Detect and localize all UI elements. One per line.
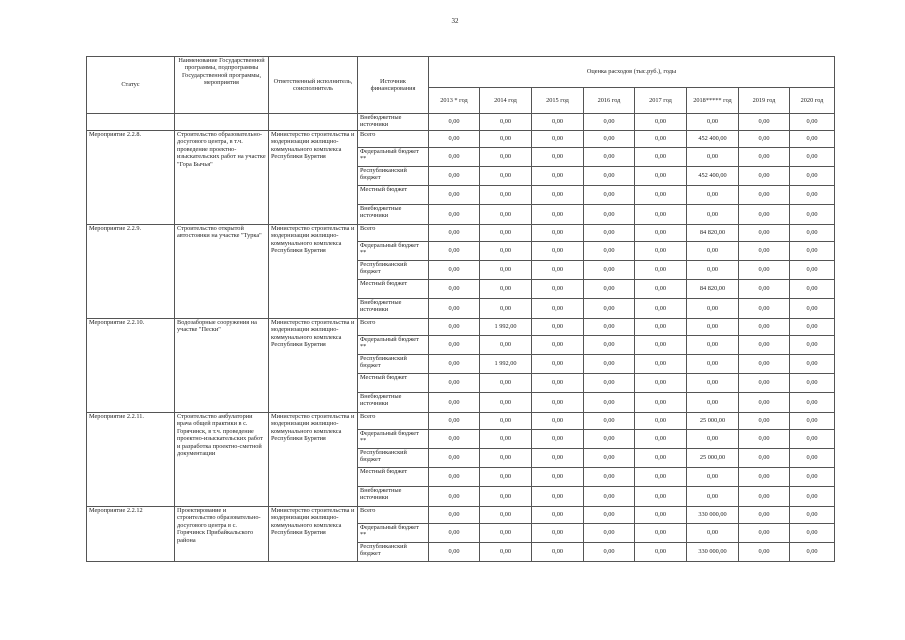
value-cell: 0,00 <box>635 487 687 507</box>
value-cell: 0,00 <box>739 487 790 507</box>
status-cell: Мероприятие 2.2.8. <box>87 131 175 225</box>
value-cell: 0,00 <box>635 468 687 487</box>
value-cell: 0,00 <box>687 114 739 131</box>
value-cell: 0,00 <box>790 413 835 430</box>
status-cell: Мероприятие 2.2.9. <box>87 225 175 319</box>
value-cell: 0,00 <box>480 148 532 167</box>
executor-cell: Министерство строительства и модернизации жилищно-коммунального комплекса Республики Бурятия <box>269 225 358 319</box>
table-row <box>87 131 835 148</box>
source-cell: Республиканский бюджет <box>358 167 429 186</box>
header-status: Статус <box>87 57 175 114</box>
value-cell: 0,00 <box>790 449 835 468</box>
value-cell: 0,00 <box>532 186 584 205</box>
value-cell: 0,00 <box>790 299 835 319</box>
value-cell: 0,00 <box>739 336 790 355</box>
value-cell: 0,00 <box>480 487 532 507</box>
value-cell: 0,00 <box>635 413 687 430</box>
executor-cell: Министерство строительства и модернизации жилищно-коммунального комплекса Республики Бурятия <box>269 131 358 225</box>
value-cell: 0,00 <box>480 468 532 487</box>
source-cell: Всего <box>358 507 429 524</box>
table-row <box>87 114 835 131</box>
value-cell: 0,00 <box>790 543 835 562</box>
value-cell: 0,00 <box>532 430 584 449</box>
value-cell: 0,00 <box>790 131 835 148</box>
page-number: 32 <box>451 17 459 25</box>
value-cell: 0,00 <box>687 524 739 543</box>
value-cell: 0,00 <box>739 186 790 205</box>
value-cell: 0,00 <box>687 336 739 355</box>
source-cell: Местный бюджет <box>358 468 429 487</box>
value-cell: 0,00 <box>584 336 635 355</box>
value-cell: 0,00 <box>532 336 584 355</box>
value-cell: 0,00 <box>790 487 835 507</box>
value-cell: 1 992,00 <box>480 355 532 374</box>
value-cell: 0,00 <box>635 507 687 524</box>
table-row <box>87 413 835 430</box>
status-cell: Мероприятие 2.2.11. <box>87 413 175 507</box>
header-year: 2018***** год <box>687 87 739 113</box>
value-cell: 0,00 <box>790 186 835 205</box>
value-cell: 0,00 <box>532 543 584 562</box>
executor-cell: Министерство строительства и модернизации жилищно-коммунального комплекса Республики Бурятия <box>269 319 358 413</box>
header-year: 2020 год <box>790 87 835 113</box>
source-cell: Местный бюджет <box>358 280 429 299</box>
value-cell: 0,00 <box>480 186 532 205</box>
value-cell: 0,00 <box>584 355 635 374</box>
value-cell: 0,00 <box>429 148 480 167</box>
value-cell: 0,00 <box>480 336 532 355</box>
value-cell: 0,00 <box>429 543 480 562</box>
value-cell: 0,00 <box>790 167 835 186</box>
value-cell: 0,00 <box>429 468 480 487</box>
name-cell: Водозаборные сооружения на участке "Пески" <box>175 319 269 413</box>
value-cell: 25 000,00 <box>687 413 739 430</box>
value-cell: 0,00 <box>739 413 790 430</box>
value-cell: 0,00 <box>739 449 790 468</box>
executor-cell <box>269 114 358 131</box>
value-cell: 0,00 <box>790 148 835 167</box>
value-cell: 0,00 <box>739 131 790 148</box>
value-cell: 0,00 <box>532 114 584 131</box>
header-year: 2013 * год <box>429 87 480 113</box>
value-cell: 0,00 <box>687 148 739 167</box>
value-cell: 0,00 <box>739 280 790 299</box>
value-cell: 0,00 <box>429 261 480 280</box>
source-cell: Федеральный бюджет ** <box>358 524 429 543</box>
table-body <box>87 114 835 562</box>
value-cell: 0,00 <box>635 374 687 393</box>
value-cell: 0,00 <box>635 449 687 468</box>
value-cell: 0,00 <box>790 524 835 543</box>
value-cell: 0,00 <box>429 336 480 355</box>
value-cell: 84 820,00 <box>687 225 739 242</box>
value-cell: 0,00 <box>480 167 532 186</box>
source-cell: Внебюджетные источники <box>358 114 429 131</box>
value-cell: 0,00 <box>480 393 532 413</box>
value-cell: 0,00 <box>429 225 480 242</box>
value-cell: 0,00 <box>429 114 480 131</box>
value-cell: 0,00 <box>532 261 584 280</box>
source-cell: Республиканский бюджет <box>358 355 429 374</box>
value-cell: 0,00 <box>739 430 790 449</box>
value-cell: 0,00 <box>790 393 835 413</box>
table-row <box>87 225 835 242</box>
value-cell: 0,00 <box>584 205 635 225</box>
value-cell: 0,00 <box>584 242 635 261</box>
value-cell: 0,00 <box>532 225 584 242</box>
source-cell: Республиканский бюджет <box>358 261 429 280</box>
value-cell: 0,00 <box>532 507 584 524</box>
value-cell: 0,00 <box>532 393 584 413</box>
name-cell: Строительство открытой автостоянки на участке "Турка" <box>175 225 269 319</box>
value-cell: 0,00 <box>584 507 635 524</box>
value-cell: 0,00 <box>739 543 790 562</box>
value-cell: 0,00 <box>739 299 790 319</box>
value-cell: 0,00 <box>635 280 687 299</box>
value-cell: 0,00 <box>429 242 480 261</box>
name-cell: Строительство образовательно-досугового центра, в т.ч. проведение проектно-изыскательских работ на участке "Гора Бычья" <box>175 131 269 225</box>
value-cell: 0,00 <box>739 468 790 487</box>
value-cell: 0,00 <box>532 299 584 319</box>
source-cell: Всего <box>358 319 429 336</box>
value-cell: 0,00 <box>687 186 739 205</box>
value-cell: 0,00 <box>635 261 687 280</box>
value-cell: 0,00 <box>635 167 687 186</box>
value-cell: 1 992,00 <box>480 319 532 336</box>
value-cell: 0,00 <box>584 430 635 449</box>
value-cell: 0,00 <box>480 205 532 225</box>
value-cell: 0,00 <box>584 487 635 507</box>
source-cell: Внебюджетные источники <box>358 393 429 413</box>
value-cell: 0,00 <box>635 114 687 131</box>
value-cell: 0,00 <box>532 487 584 507</box>
header-year: 2014 год <box>480 87 532 113</box>
value-cell: 0,00 <box>429 487 480 507</box>
value-cell: 0,00 <box>584 543 635 562</box>
value-cell: 0,00 <box>429 374 480 393</box>
value-cell: 0,00 <box>584 225 635 242</box>
value-cell: 0,00 <box>480 131 532 148</box>
value-cell: 0,00 <box>739 225 790 242</box>
value-cell: 0,00 <box>687 355 739 374</box>
name-cell: Строительство амбулатории врача общей практики в с. Горячинск, в т.ч. проведение проектно-изыскательских работ и разработка проектно-сметной документации <box>175 413 269 507</box>
value-cell: 0,00 <box>739 167 790 186</box>
value-cell: 0,00 <box>635 543 687 562</box>
source-cell: Внебюджетные источники <box>358 487 429 507</box>
value-cell: 0,00 <box>584 148 635 167</box>
value-cell: 0,00 <box>584 468 635 487</box>
header-year: 2017 год <box>635 87 687 113</box>
value-cell: 0,00 <box>429 430 480 449</box>
value-cell: 0,00 <box>584 374 635 393</box>
value-cell: 0,00 <box>429 167 480 186</box>
value-cell: 0,00 <box>532 167 584 186</box>
value-cell: 0,00 <box>739 148 790 167</box>
value-cell: 0,00 <box>532 468 584 487</box>
value-cell: 0,00 <box>635 148 687 167</box>
table-header <box>87 57 835 114</box>
value-cell: 0,00 <box>480 261 532 280</box>
value-cell: 330 000,00 <box>687 543 739 562</box>
value-cell: 0,00 <box>429 299 480 319</box>
value-cell: 0,00 <box>635 430 687 449</box>
value-cell: 0,00 <box>739 319 790 336</box>
value-cell: 0,00 <box>687 242 739 261</box>
value-cell: 0,00 <box>532 205 584 225</box>
value-cell: 0,00 <box>584 299 635 319</box>
value-cell: 0,00 <box>429 186 480 205</box>
source-cell: Федеральный бюджет ** <box>358 430 429 449</box>
executor-cell: Министерство строительства и модернизации жилищно-коммунального комплекса Республики Бурятия <box>269 507 358 562</box>
value-cell: 0,00 <box>739 374 790 393</box>
source-cell: Федеральный бюджет ** <box>358 148 429 167</box>
header-year: 2016 год <box>584 87 635 113</box>
value-cell: 0,00 <box>790 225 835 242</box>
source-cell: Всего <box>358 413 429 430</box>
source-cell: Местный бюджет <box>358 186 429 205</box>
value-cell: 452 400,00 <box>687 167 739 186</box>
value-cell: 0,00 <box>790 507 835 524</box>
value-cell: 0,00 <box>687 299 739 319</box>
value-cell: 0,00 <box>790 430 835 449</box>
value-cell: 0,00 <box>687 487 739 507</box>
value-cell: 0,00 <box>429 393 480 413</box>
value-cell: 0,00 <box>429 319 480 336</box>
value-cell: 0,00 <box>635 225 687 242</box>
value-cell: 0,00 <box>429 507 480 524</box>
value-cell: 0,00 <box>635 319 687 336</box>
value-cell: 0,00 <box>429 449 480 468</box>
source-cell: Внебюджетные источники <box>358 205 429 225</box>
value-cell: 0,00 <box>480 430 532 449</box>
name-cell: Проектирование и строительство образовательно-досугового центра в с. Горячинск Прибайкальского района <box>175 507 269 562</box>
value-cell: 0,00 <box>480 374 532 393</box>
value-cell: 0,00 <box>429 205 480 225</box>
value-cell: 0,00 <box>635 393 687 413</box>
value-cell: 0,00 <box>584 167 635 186</box>
value-cell: 0,00 <box>480 242 532 261</box>
value-cell: 0,00 <box>739 507 790 524</box>
value-cell: 0,00 <box>790 242 835 261</box>
value-cell: 0,00 <box>790 280 835 299</box>
source-cell: Республиканский бюджет <box>358 449 429 468</box>
value-cell: 0,00 <box>429 280 480 299</box>
value-cell: 0,00 <box>532 449 584 468</box>
value-cell: 0,00 <box>480 114 532 131</box>
value-cell: 0,00 <box>584 524 635 543</box>
value-cell: 25 000,00 <box>687 449 739 468</box>
source-cell: Республиканский бюджет <box>358 543 429 562</box>
source-cell: Федеральный бюджет ** <box>358 242 429 261</box>
value-cell: 452 400,00 <box>687 131 739 148</box>
value-cell: 0,00 <box>584 131 635 148</box>
status-cell: Мероприятие 2.2.12 <box>87 507 175 562</box>
status-cell <box>87 114 175 131</box>
name-cell <box>175 114 269 131</box>
status-cell: Мероприятие 2.2.10. <box>87 319 175 413</box>
source-cell: Внебюджетные источники <box>358 299 429 319</box>
value-cell: 0,00 <box>635 242 687 261</box>
value-cell: 0,00 <box>635 355 687 374</box>
value-cell: 0,00 <box>790 336 835 355</box>
value-cell: 0,00 <box>480 507 532 524</box>
value-cell: 0,00 <box>429 524 480 543</box>
value-cell: 0,00 <box>532 280 584 299</box>
value-cell: 0,00 <box>584 319 635 336</box>
executor-cell: Министерство строительства и модернизации жилищно-коммунального комплекса Республики Бурятия <box>269 413 358 507</box>
value-cell: 0,00 <box>532 148 584 167</box>
value-cell: 0,00 <box>532 131 584 148</box>
table-row <box>87 319 835 336</box>
value-cell: 0,00 <box>790 261 835 280</box>
value-cell: 0,00 <box>739 393 790 413</box>
value-cell: 0,00 <box>532 524 584 543</box>
value-cell: 0,00 <box>739 355 790 374</box>
header-executor: Ответственный исполнитель, соисполнитель <box>269 57 358 114</box>
value-cell: 0,00 <box>790 319 835 336</box>
value-cell: 0,00 <box>687 430 739 449</box>
value-cell: 0,00 <box>429 413 480 430</box>
value-cell: 0,00 <box>739 242 790 261</box>
value-cell: 0,00 <box>739 524 790 543</box>
value-cell: 0,00 <box>635 299 687 319</box>
value-cell: 0,00 <box>480 299 532 319</box>
value-cell: 0,00 <box>480 413 532 430</box>
value-cell: 0,00 <box>480 543 532 562</box>
value-cell: 0,00 <box>739 114 790 131</box>
value-cell: 0,00 <box>790 468 835 487</box>
value-cell: 0,00 <box>790 355 835 374</box>
value-cell: 0,00 <box>739 205 790 225</box>
value-cell: 84 820,00 <box>687 280 739 299</box>
value-cell: 0,00 <box>480 225 532 242</box>
table-row <box>87 507 835 524</box>
value-cell: 0,00 <box>635 186 687 205</box>
header-program-name: Наименование Государственной программы, подпрограммы Государственной программы, мероприятия <box>175 57 269 114</box>
value-cell: 0,00 <box>687 374 739 393</box>
value-cell: 0,00 <box>790 114 835 131</box>
source-cell: Всего <box>358 225 429 242</box>
value-cell: 0,00 <box>635 524 687 543</box>
value-cell: 0,00 <box>532 413 584 430</box>
value-cell: 0,00 <box>635 131 687 148</box>
value-cell: 0,00 <box>635 205 687 225</box>
value-cell: 0,00 <box>429 355 480 374</box>
value-cell: 0,00 <box>532 374 584 393</box>
value-cell: 0,00 <box>584 413 635 430</box>
value-cell: 0,00 <box>584 186 635 205</box>
source-cell: Федеральный бюджет ** <box>358 336 429 355</box>
value-cell: 0,00 <box>687 205 739 225</box>
value-cell: 330 000,00 <box>687 507 739 524</box>
value-cell: 0,00 <box>790 205 835 225</box>
value-cell: 0,00 <box>584 280 635 299</box>
value-cell: 0,00 <box>687 393 739 413</box>
value-cell: 0,00 <box>480 280 532 299</box>
value-cell: 0,00 <box>687 468 739 487</box>
value-cell: 0,00 <box>532 355 584 374</box>
value-cell: 0,00 <box>739 261 790 280</box>
value-cell: 0,00 <box>790 374 835 393</box>
header-source: Источник финансирования <box>358 57 429 114</box>
value-cell: 0,00 <box>687 261 739 280</box>
source-cell: Всего <box>358 131 429 148</box>
value-cell: 0,00 <box>532 319 584 336</box>
value-cell: 0,00 <box>532 242 584 261</box>
value-cell: 0,00 <box>584 393 635 413</box>
value-cell: 0,00 <box>635 336 687 355</box>
value-cell: 0,00 <box>584 114 635 131</box>
value-cell: 0,00 <box>429 131 480 148</box>
header-year: 2015 год <box>532 87 584 113</box>
value-cell: 0,00 <box>687 319 739 336</box>
value-cell: 0,00 <box>584 261 635 280</box>
value-cell: 0,00 <box>480 524 532 543</box>
source-cell: Местный бюджет <box>358 374 429 393</box>
value-cell: 0,00 <box>584 449 635 468</box>
expenditure-table <box>86 56 835 562</box>
value-cell: 0,00 <box>480 449 532 468</box>
header-year: 2019 год <box>739 87 790 113</box>
header-estimate: Оценка расходов (тыс.руб.), годы <box>429 57 835 88</box>
